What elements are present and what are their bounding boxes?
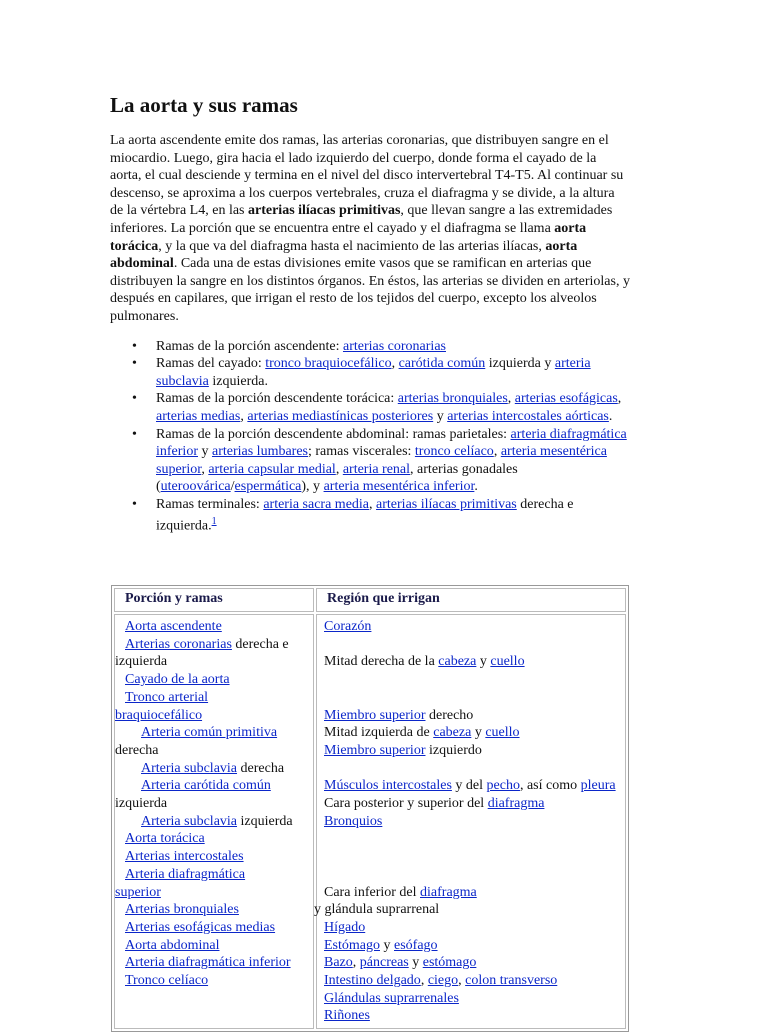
link[interactable]: Miembro superior <box>324 742 426 758</box>
text: derecho <box>425 707 474 723</box>
link[interactable]: ciego <box>427 973 459 989</box>
bullet-icon: • <box>132 391 137 407</box>
text: izquierda y <box>485 356 555 372</box>
table-line <box>115 618 313 636</box>
text: . Cada una de estas divisiones emite vasos que se ramifican en arterias que distribuyen la sangre en los distintos órganos. En éstos, las arterias se dividen en arteriolas, y después en capilares, que irrigan el resto de los tejidos del cuerpo, excepto los alveolos pulmonares. <box>110 256 630 324</box>
table-line <box>317 884 625 902</box>
table-line <box>317 671 625 689</box>
text: Ramas de la porción ascendente: <box>156 338 343 354</box>
link[interactable]: Arteria subclavia <box>141 813 238 829</box>
link[interactable]: Glándulas suprarrenales <box>324 990 459 1006</box>
text: , <box>352 955 360 971</box>
table-line <box>115 760 313 778</box>
link[interactable]: arterias ilíacas primitivas <box>376 496 517 512</box>
article <box>110 92 630 536</box>
page-title: La aorta y sus ramas <box>110 93 298 117</box>
link[interactable]: tronco braquiocefálico <box>265 356 392 372</box>
link[interactable]: arteria renal <box>342 461 411 477</box>
bold-term: aorta torácica <box>110 220 587 254</box>
table-header-row <box>114 588 626 612</box>
list-item <box>132 426 630 496</box>
text: Ramas del cayado: <box>156 356 266 372</box>
link[interactable]: cuello <box>485 725 520 741</box>
link[interactable]: Intestino delgado <box>324 973 421 989</box>
link[interactable]: Hígado <box>324 919 366 935</box>
table-line <box>115 671 313 689</box>
link[interactable]: cuello <box>490 654 525 670</box>
text: derecha <box>237 760 285 776</box>
table-line <box>317 742 625 760</box>
list-item <box>132 338 630 356</box>
table-line <box>317 813 625 831</box>
link[interactable]: Arteria subclavia <box>141 760 238 776</box>
table-line <box>115 689 313 707</box>
text: izquierda <box>237 813 293 829</box>
link[interactable]: cabeza <box>433 725 472 741</box>
bullet-icon: • <box>132 426 137 442</box>
table-line <box>115 937 313 955</box>
table-line <box>317 954 625 972</box>
link[interactable]: esófago <box>394 937 438 953</box>
link[interactable]: arterias lumbares <box>211 444 308 460</box>
footnote <box>212 516 217 527</box>
text: . <box>474 479 478 495</box>
text: derecha <box>115 742 159 758</box>
text: Mitad izquierda de <box>324 725 434 741</box>
link[interactable]: pleura <box>580 778 616 794</box>
link[interactable]: Miembro superior <box>324 707 426 723</box>
region-column <box>316 614 626 1029</box>
bullet-icon: • <box>132 496 137 512</box>
link[interactable]: superior <box>115 884 161 900</box>
link[interactable]: Arteria común primitiva <box>141 725 278 741</box>
table-line <box>115 777 313 795</box>
table-line <box>115 636 313 654</box>
bullet-icon: • <box>132 356 137 372</box>
link[interactable]: Aorta ascendente <box>125 619 222 634</box>
link[interactable]: arteria mesentérica inferior <box>323 479 475 495</box>
table-line <box>317 1007 625 1025</box>
text: , <box>420 973 428 989</box>
link[interactable]: Arteria diafragmática inferior <box>125 955 291 971</box>
table-line <box>317 919 625 937</box>
table-line <box>115 954 313 972</box>
intro-paragraph <box>110 132 630 326</box>
link[interactable]: braquiocefálico <box>115 707 203 723</box>
text: Ramas de la porción descendente abdominal: ramas parietales: <box>156 426 511 442</box>
bold-term: arterias ilíacas primitivas <box>248 203 401 219</box>
text: La aorta ascendente emite dos ramas, las arterias coronarias, que distribuyen sangre en el miocardio. Luego, gira hacia el lado izquierdo del cuerpo, donde forma el cayado de la aorta, el cual desciende y termina en el nivel del disco intervertebral T4-T5. Al continuar su descenso, se aproxima a los cuerpos vertebrales, cruza el diafragma y se divide, a la altura de la vértebra L4, en las <box>110 133 624 219</box>
table-line <box>115 919 313 937</box>
text: y <box>433 408 448 424</box>
text: Cara posterior y superior del <box>324 796 488 812</box>
porcion-column <box>114 614 314 1029</box>
text: izquierda <box>115 654 168 670</box>
link[interactable]: Riñones <box>324 1008 370 1024</box>
list-item <box>132 496 630 536</box>
text: , <box>493 444 501 460</box>
text: derecha e izquierda. <box>156 496 574 535</box>
text: , <box>391 356 399 372</box>
link[interactable]: arteria mesentérica superior <box>156 444 607 477</box>
link[interactable]: arterias intercostales aórticas <box>447 408 609 424</box>
link[interactable]: arterias esofágicas <box>514 391 618 407</box>
link[interactable]: diafragma <box>487 796 545 812</box>
table-line <box>115 848 313 866</box>
table-line <box>317 636 625 654</box>
table-line <box>115 830 313 848</box>
link[interactable]: Aorta abdominal <box>125 937 220 953</box>
link[interactable]: Bronquios <box>324 813 383 829</box>
link[interactable]: Arterias bronquiales <box>125 902 239 918</box>
link[interactable]: Músculos intercostales <box>324 778 452 794</box>
text: , <box>507 391 515 407</box>
header-porcion: Porción y ramas <box>114 588 314 612</box>
text: , <box>240 408 248 424</box>
link[interactable]: estómago <box>422 955 477 971</box>
list-item <box>132 390 630 425</box>
text: y <box>197 444 212 460</box>
text: derecha e <box>231 636 289 652</box>
table-line <box>317 689 625 707</box>
table-line <box>115 742 313 760</box>
table-line <box>314 901 625 919</box>
table-line <box>115 901 313 919</box>
link[interactable]: arteria subclavia <box>156 356 591 389</box>
table-line <box>317 653 625 671</box>
text: Mitad derecha de la <box>324 654 439 670</box>
text: , así como <box>519 778 581 794</box>
table-line <box>317 937 625 955</box>
table-line <box>115 795 313 813</box>
table-line <box>115 813 313 831</box>
link[interactable]: carótida común <box>398 356 486 372</box>
table-line <box>317 795 625 813</box>
list-item <box>132 355 630 390</box>
text: Cara inferior del <box>324 884 421 900</box>
link[interactable]: Arterias intercostales <box>125 849 244 865</box>
bullet-icon: • <box>132 338 137 354</box>
table-line <box>317 848 625 866</box>
text: izquierdo <box>425 742 482 758</box>
table-line <box>317 760 625 778</box>
text: , y la que va del diafragma hasta el nacimiento de las arterias ilíacas, <box>158 238 546 254</box>
link[interactable]: espermática <box>234 479 302 495</box>
text: ), y <box>301 479 324 495</box>
branches-list <box>110 338 630 536</box>
link[interactable]: Bazo <box>324 955 353 971</box>
table-line <box>317 707 625 725</box>
header-region: Región que irrigan <box>316 588 626 612</box>
link[interactable]: arterias bronquiales <box>397 391 508 407</box>
regions-table <box>111 585 629 1032</box>
link[interactable]: tronco celíaco <box>414 444 494 460</box>
text: , <box>335 461 343 477</box>
link[interactable]: Corazón <box>324 619 372 634</box>
text: Ramas de la porción descendente torácica: <box>156 391 398 407</box>
link[interactable]: Cayado de la aorta <box>125 672 230 688</box>
link[interactable]: arteria diafragmática inferior <box>156 426 627 460</box>
table-line <box>115 724 313 742</box>
link[interactable]: Arterias esofágicas medias <box>125 919 276 935</box>
link[interactable]: páncreas <box>359 955 409 971</box>
text: izquierda <box>115 796 168 812</box>
text: y del <box>451 778 487 794</box>
text: , <box>369 496 377 512</box>
table-line <box>317 972 625 990</box>
table-line <box>317 618 625 636</box>
table-line <box>115 653 313 671</box>
link[interactable]: Estómago <box>324 937 380 953</box>
link[interactable]: colon transverso <box>465 973 558 989</box>
text: y <box>476 654 491 670</box>
link[interactable]: Aorta torácica <box>125 831 205 847</box>
text: izquierda. <box>208 373 268 389</box>
link[interactable]: cabeza <box>438 654 477 670</box>
table-line <box>317 990 625 1008</box>
link[interactable]: Arteria diafragmática <box>125 866 246 882</box>
text: y <box>408 955 423 971</box>
link[interactable]: Tronco arterial <box>125 689 209 705</box>
link[interactable]: arterias mediastínicas posteriores <box>247 408 434 424</box>
table-line <box>317 777 625 795</box>
footnote-link[interactable]: 1 <box>211 516 217 528</box>
table-line <box>317 866 625 884</box>
link[interactable]: Arteria carótida común <box>141 778 271 794</box>
table-line <box>115 972 313 990</box>
text: , que llevan sangre a las extremidades inferiores. La porción que se encuentra entre el cayado y el diafragma se llama <box>110 203 613 236</box>
bold-term: aorta abdominal <box>110 238 578 272</box>
link[interactable]: diafragma <box>420 884 477 900</box>
text: . <box>608 408 613 424</box>
text: , <box>201 461 209 477</box>
text: y glándula suprarrenal <box>314 902 440 918</box>
table-line <box>317 830 625 848</box>
link[interactable]: arteria capsular medial <box>208 461 336 477</box>
text: , <box>458 973 466 989</box>
text: , <box>617 391 622 407</box>
link[interactable]: arteria sacra media <box>263 496 370 512</box>
table-line <box>115 707 313 725</box>
link[interactable]: pecho <box>486 778 520 794</box>
link[interactable]: arterias medias <box>156 408 241 424</box>
text: y <box>471 725 486 741</box>
text: y <box>380 937 394 953</box>
text: ; ramas viscerales: <box>308 444 415 460</box>
table-line <box>317 724 625 742</box>
link[interactable]: Arterias coronarias <box>125 636 232 652</box>
table-line <box>115 884 313 902</box>
table-line <box>115 866 313 884</box>
text: Ramas terminales: <box>156 496 264 512</box>
link[interactable]: arterias coronarias <box>342 338 446 354</box>
table-body-row <box>114 614 626 1029</box>
link[interactable]: Tronco celíaco <box>125 973 209 989</box>
text: / <box>230 479 235 495</box>
link[interactable]: uteroovárica <box>160 479 231 495</box>
text: , arterias gonadales ( <box>156 461 518 495</box>
